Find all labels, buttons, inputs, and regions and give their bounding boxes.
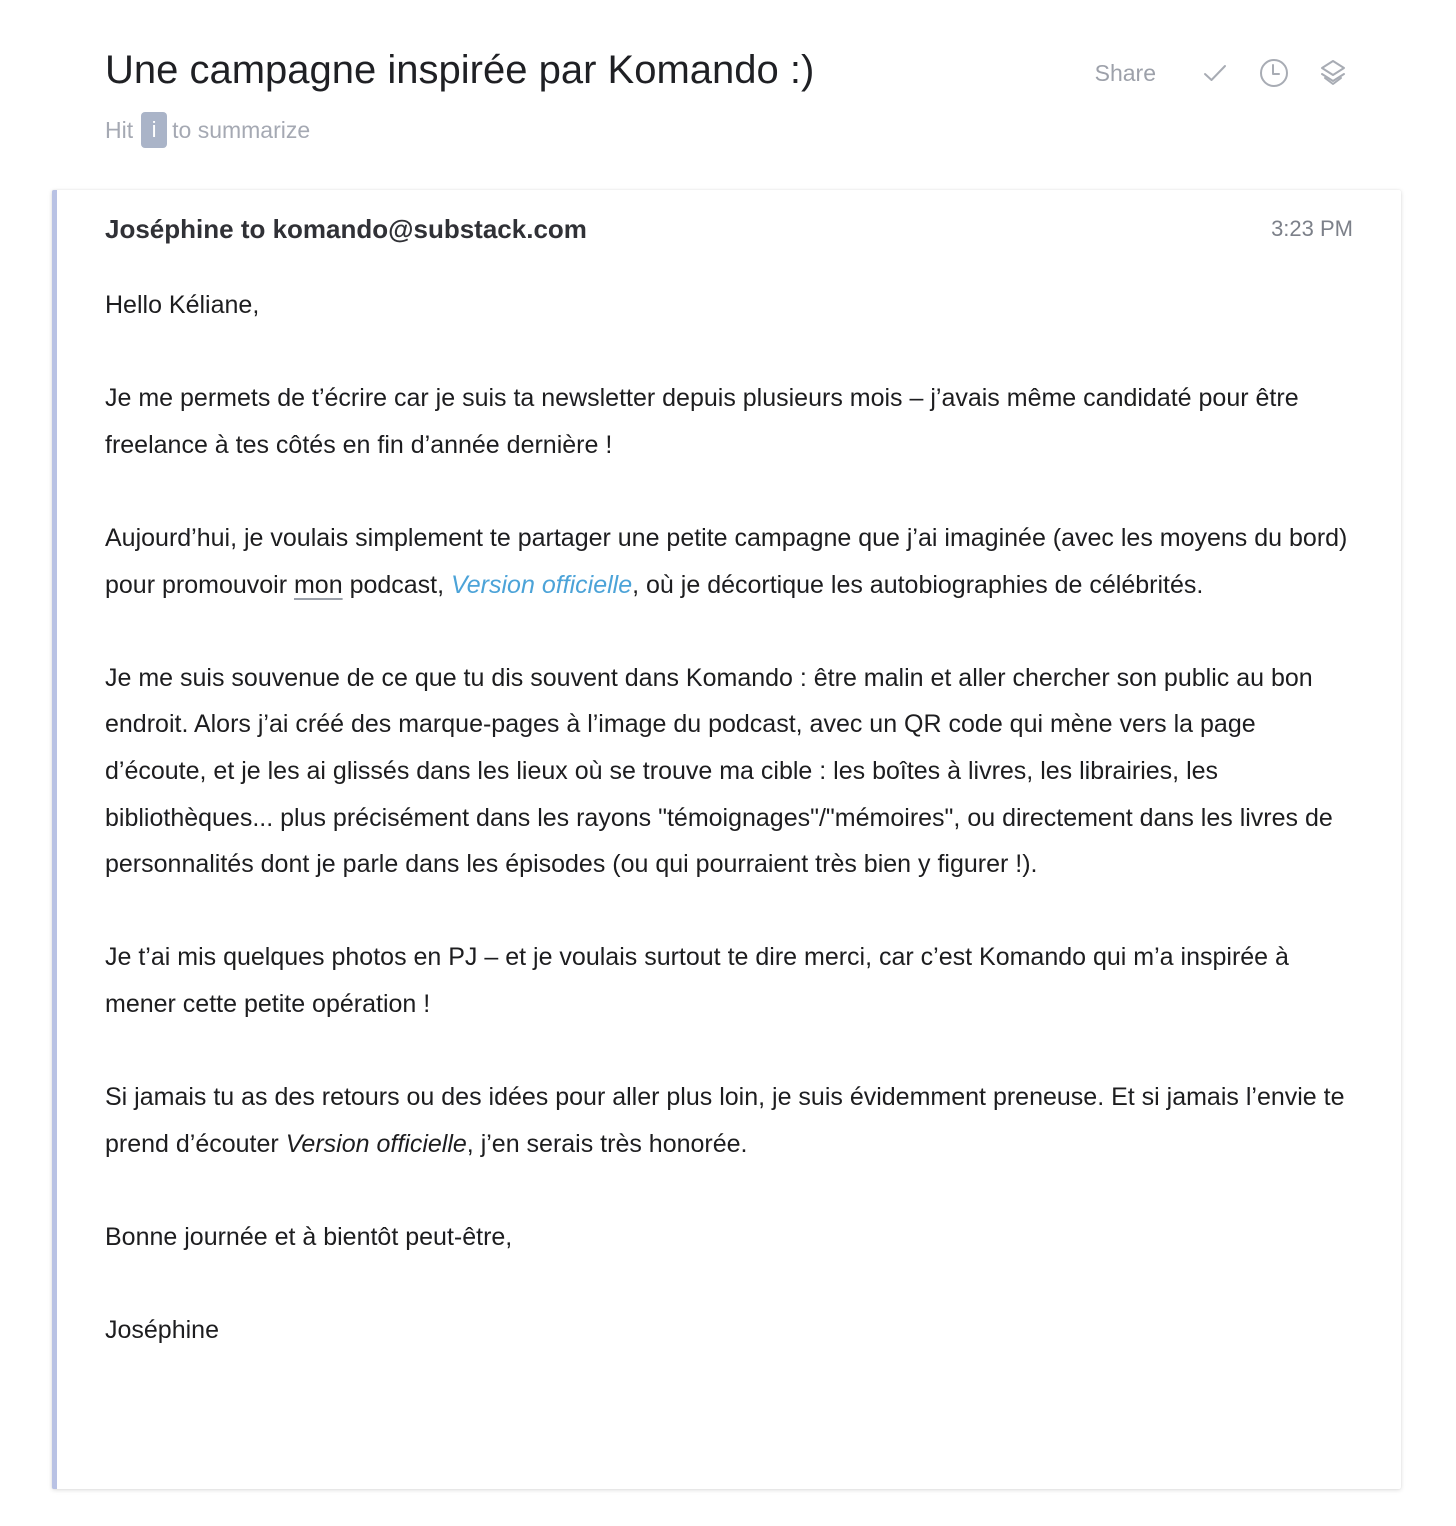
podcast-link[interactable]: Version officielle [451,570,633,599]
message-participants[interactable]: Joséphine to komando@substack.com [105,213,587,244]
layers-icon[interactable] [1314,54,1352,92]
hint-suffix: to summarize [172,116,311,143]
message-timestamp: 3:23 PM [1271,216,1353,241]
email-subject: Une campagne inspirée par Komando :) [105,48,815,92]
paragraph-3: Je me suis souvenue de ce que tu dis souvent dans Komando : être malin et aller chercher son public au bon endroit. Alors j’ai créé des marque-pages à l’image du podcast, avec un QR code qui mène vers la page d’écoute, et je les ai glissés dans les lieux où se trouve ma cible : les boîtes à livres, les librairies, les bibliothèques... plus précisément dans les rayons "témoignages"/"mémoires", ou directement dans les livres de personnalités dont je parle dans les épisodes (ou qui pourraient très bien y figurer !). [105,663,1333,879]
closing: Bonne journée et à bientôt peut-être, [105,1222,513,1251]
paragraph-2-text-c: , où je décortique les autobiographies de célébrités. [632,570,1204,599]
signature: Joséphine [105,1316,219,1345]
underlined-word: mon [293,570,343,599]
paragraph-2-text-a: Aujourd’hui, je voulais simplement te partager une petite campagne que j’ai imaginée (avec les moyens du bord) pour promouvoir [105,523,1348,599]
paragraph-5 [105,1074,1355,1167]
message-body [105,282,1355,1354]
summarize-hint [105,112,310,148]
check-icon[interactable] [1196,54,1234,92]
paragraph-2-text-b: podcast, [342,570,452,599]
paragraph-4: Je t’ai mis quelques photos en PJ – et je voulais surtout te dire merci, car c’est Komando qui m’a inspirée à mener cette petite opération ! [105,943,1289,1018]
message-card [52,190,1401,1489]
paragraph-1: Je me permets de t’écrire car je suis ta newsletter depuis plusieurs mois – j’avais même candidaté pour être freelance à tes côtés en fin d’année dernière ! [105,384,1299,459]
keyboard-key-badge: i [141,112,167,148]
paragraph-2 [105,515,1355,608]
podcast-title-italic: Version officielle [285,1129,467,1158]
share-button[interactable]: Share [1094,59,1156,86]
hint-prefix: Hit [105,116,134,143]
email-toolbar [1095,54,1352,92]
greeting: Hello Kéliane, [105,291,260,319]
message-header [105,212,1353,246]
clock-icon[interactable] [1255,54,1293,92]
paragraph-5-text-b: , j’en serais très honorée. [466,1129,748,1158]
paragraph-5-text-a: Si jamais tu as des retours ou des idées pour aller plus loin, je suis évidemment preneuse. Et si jamais l’envie te prend d’écouter [105,1083,1345,1158]
